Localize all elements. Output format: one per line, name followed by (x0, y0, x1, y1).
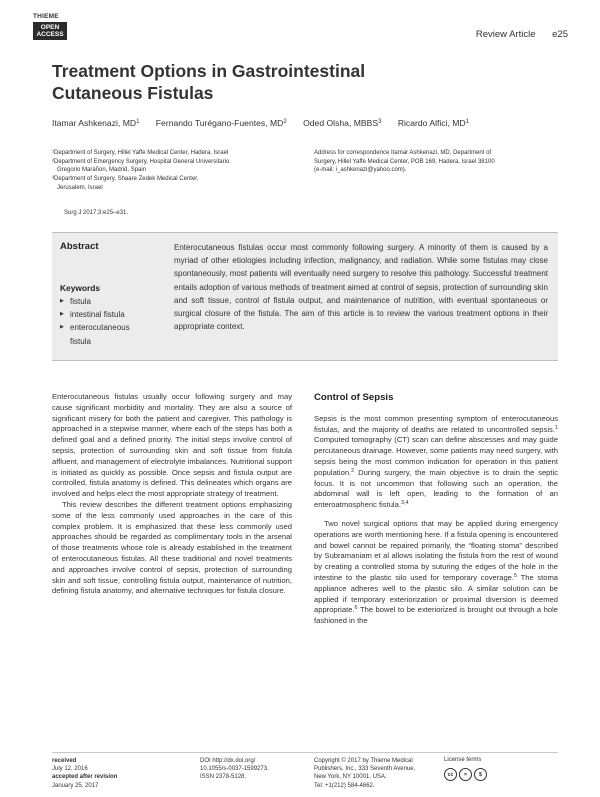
accepted-date: January 25, 2017 (52, 782, 99, 789)
author-affil-sup: 1 (465, 119, 469, 125)
affiliation-3: ³Department of Surgery, Shaare Zedek Medical Center, (52, 176, 199, 183)
author-name: Ricardo Alfici, MD (397, 118, 466, 128)
correspondence (314, 149, 554, 175)
running-head (476, 29, 568, 40)
doi-line[interactable]: DOI http://dx.doi.org/ (200, 758, 256, 764)
author (52, 118, 139, 128)
keyword-item: ▶ enterocutaneous fistula (60, 321, 150, 347)
author-affil-sup: 2 (283, 119, 287, 125)
issn: ISSN 2378-5128. (200, 774, 247, 781)
correspondence-line: Address for correspondence Itamar Ashkenazi, MD, Department of (314, 150, 492, 156)
author-name: Itamar Ashkenazi, MD (52, 118, 137, 128)
copyright-line: Tel: +1(212) 584-4662. (314, 782, 375, 789)
text-run: Two novel surgical options that may be applied during emergency operations are worth mentioning here. If a fistula opening is encountered and bowel cannot be repaired primarily, the “floating stoma” described by Subramaniam et al allows isolating the fistula from the rest of wound by creating a controlled stoma by suturing the edges of the hole in the intestine to the plastic silo used for temporary coverage. (314, 518, 558, 582)
citation-ref[interactable]: 1 (554, 424, 558, 431)
doi-info (200, 757, 310, 782)
non-commercial-icon: $ (474, 768, 487, 781)
license-icons[interactable] (444, 768, 487, 781)
body-paragraph (314, 519, 558, 627)
affiliation-2-cont: Gregorio Marañon, Madrid, Spain (57, 167, 147, 174)
abstract-text: Enterocutaneous fistulas occur most commonly following surgery. A minority of them is caused by a myriad of other etiologies including infection, malignancy, and radiation. While some fistulas may close spontaneously, most patients will eventually need surgery to resolve this pathology. Successful treatment entails adoption of various methods of treatment aimed at control of sepsis, protection of surrounding skin and soft tissue, control of fistula output, and maintenance of nutrition, with eventual spontaneous or surgical closure of the fistula. The aim of this article is to review the various treatment options in their appropriate context. (174, 243, 548, 332)
keyword-item: ▶ intestinal fistula (60, 308, 150, 321)
body-right-column (314, 393, 558, 627)
received-date: July 12, 2016 (52, 766, 88, 773)
author (303, 118, 381, 128)
text-run: During surgery, the main objective is to drain the septic focus. It is not uncommon that following such an operation, the abdominal wall is left open, leading to the formation of an enteroatmospheric fistula. (314, 467, 558, 510)
body-paragraph: Enterocutaneous fistulas usually occur following surgery and may cause significant morbidity and mortality. They are also a source of significant misery for both the patient and caregiver. This pathology is approached in a stepwise manner, where each of the steps has both a defined goal and a defined priority. The initial steps involve control of sepsis, protection of surrounding skin and soft tissue from fistula affluent, and management of electrolyte imbalances. Nutritional support is initiated as quickly as possible. Once sepsis and fistula output are controlled, fistula anatomy is defined. This delineates which organs are involved and helps elect the most appropriate strategy of treatment. (52, 392, 292, 499)
affiliation-2: ²Department of Emergency Surgery, Hospital General Universitario (52, 158, 230, 165)
no-derivatives-icon: = (459, 768, 472, 781)
author (156, 118, 287, 128)
correspondence-email: (e-mail: i_ashkenazi@yahoo.com). (314, 167, 407, 174)
author-affil-sup: 1 (136, 119, 140, 125)
copyright-info (314, 757, 444, 790)
abstract-heading: Abstract (60, 241, 99, 252)
publisher-logo (33, 14, 67, 40)
copyright-line: Copyright © 2017 by Thieme Medical (314, 758, 413, 764)
doi-line[interactable]: 10.1055/s-0037-1599273. (200, 766, 269, 773)
oa-line1: OPEN (40, 23, 60, 31)
keywords-list (60, 295, 150, 348)
author-affil-sup: 3 (378, 119, 382, 125)
citation-ref[interactable]: 5 (514, 572, 518, 579)
text-run: The bowel to be exteriorized is brought out through a hole fashioned in the (314, 605, 558, 626)
affiliations (52, 149, 302, 193)
keyword-item: ▶ fistula (60, 295, 150, 308)
title-line-1: Treatment Options in Gastrointestinal (52, 61, 366, 81)
oa-line2: ACCESS (36, 30, 64, 38)
section-heading: Control of Sepsis (314, 392, 394, 403)
text-run: Computed tomography (CT) scan can define abscesses and may guide percutaneous drainage. However, some patients may need surgery, with sepsis being the most common indication for operation in this patient population. (314, 435, 558, 477)
title-line-2: Cutaneous Fistulas (52, 83, 214, 103)
cc-icon: cc (444, 768, 457, 781)
abstract-box (52, 232, 558, 361)
copyright-line: New York, NY 10001, USA. (314, 774, 387, 781)
correspondence-line: Surgery, Hillel Yaffe Medical Center, POB 169, Hadera, Israel 38100 (314, 158, 495, 165)
license-label: License terms (444, 757, 482, 763)
copyright-line: Publishers, Inc., 333 Seventh Avenue, (314, 766, 416, 773)
author (398, 118, 469, 128)
accepted-label: accepted after revision (52, 774, 118, 781)
author-name: Fernando Turégano-Fuentes, MD (155, 118, 284, 128)
citation-ref[interactable]: 6 (354, 605, 358, 612)
footer-divider (52, 752, 558, 753)
affiliation-1: ¹Department of Surgery, Hillel Yaffe Medical Center, Hadera, Israel (52, 150, 229, 156)
affiliation-3-cont: Jerusalem, Israel (57, 184, 103, 191)
body-paragraph: This review describes the different treatment options emphasizing some of the less commonly used approaches in the care of this complex problem. It is emphasized that these less commonly used approaches should be regarded as complimentary tools in the arsenal of those treatments whose role is already established in the treatment of enterocutaneous fistulas. All these traditional and novel treatments and approaches involve control of sepsis, protection of surrounding skin and soft tissue, controlling fistula output, maintenance of nutrition, defining fistula anatomy, and alternative techniques for fistula closure. (52, 499, 292, 596)
running-title: Review Article (475, 29, 536, 40)
text-run: The stoma appliance adheres well to the plastic silo. A similar solution can be applied if temporary exteriorization or proximal diversion is deemed appropriate. (314, 572, 558, 615)
article-title (52, 60, 492, 104)
citation-ref[interactable]: 2 (351, 467, 355, 474)
body-left-column (52, 392, 292, 597)
page-number: e25 (552, 29, 568, 40)
article-history (52, 757, 172, 790)
logo-thieme-text: THIEME (33, 13, 59, 20)
author-list (52, 118, 552, 128)
citation-ref[interactable]: 3,4 (400, 500, 409, 507)
journal-citation: Surg J 2017;3:e25–e31. (64, 210, 129, 216)
text-run: Sepsis is the most common presenting symptom of enterocutaneous fistulas, and the majority of deaths are related to uncontrolled sepsis. (314, 413, 558, 434)
body-paragraph (314, 414, 558, 511)
author-name: Oded Olsha, MBBS (303, 118, 379, 128)
keywords-heading: Keywords (60, 283, 101, 293)
open-access-badge (33, 22, 67, 40)
received-label: received (52, 758, 77, 764)
